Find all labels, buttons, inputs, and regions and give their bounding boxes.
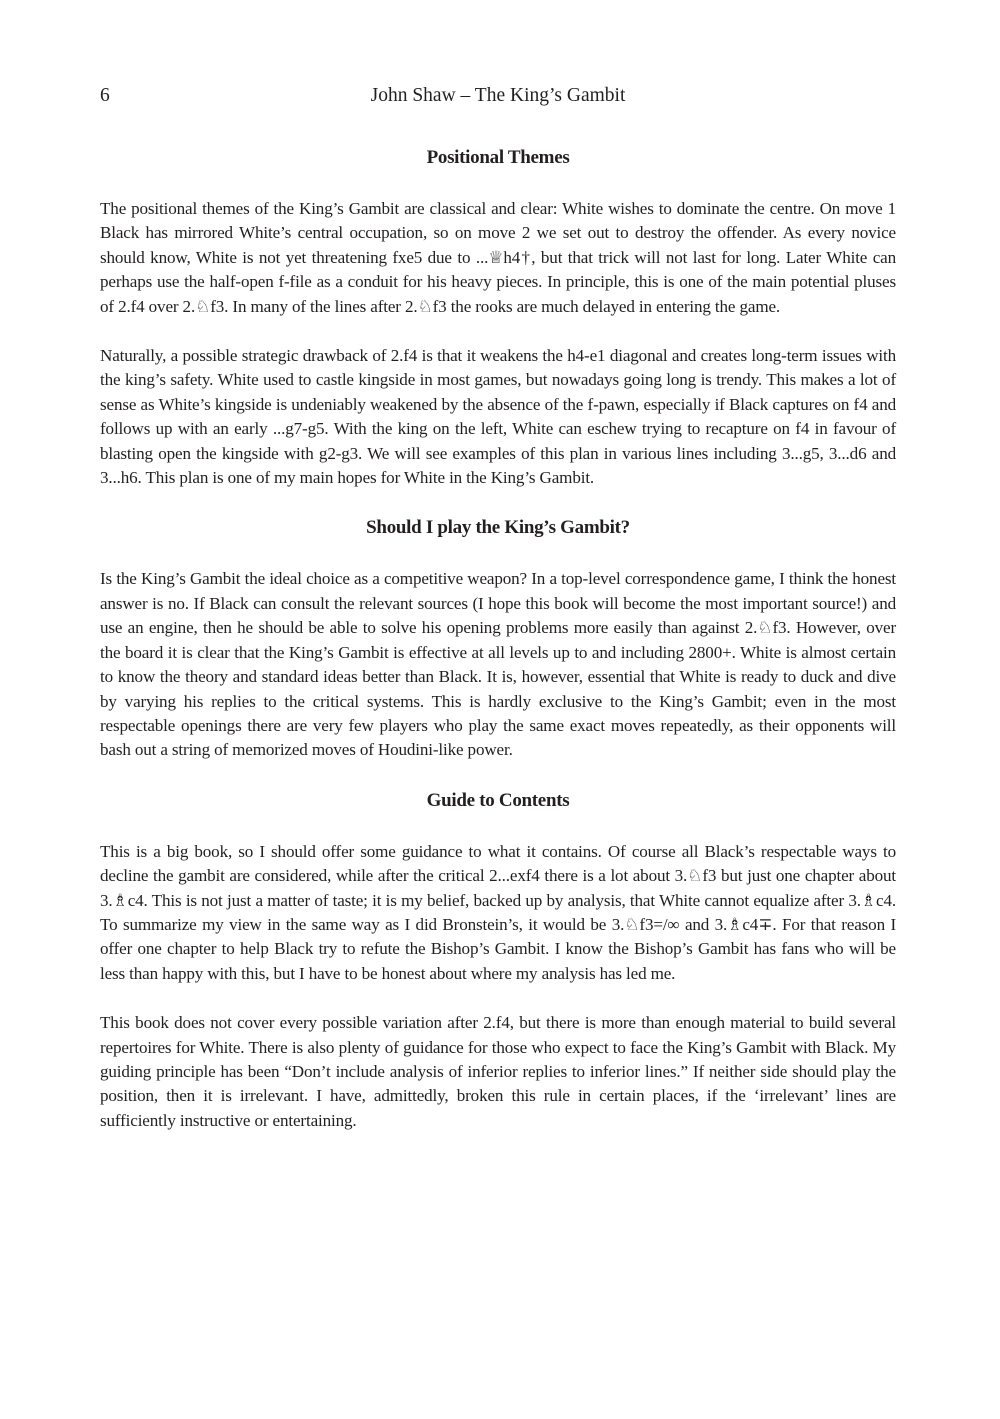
page-body [100,143,896,1133]
page-number: 6 [100,85,110,106]
paragraph: Is the King’s Gambit the ideal choice as a competitive weapon? In a top-level correspondence game, I think the honest answer is no. If Black can consult the relevant sources (I hope this book will become the most important source!) and use an engine, then he should be able to solve his opening problems more easily than against 2.♘f3. However, over the board it is clear that the King’s Gambit is effective at all levels up to and including 2800+. White is almost certain to know the theory and standard ideas better than Black. It is, however, essential that White is ready to duck and dive by varying his replies to the critical systems. This is hardly exclusive to the King’s Gambit; even in the most respectable openings there are very few players who play the same exact moves repeatedly, as their opponents will bash out a string of memorized moves of Houdini-like power. [100,569,896,760]
paragraph: This book does not cover every possible variation after 2.f4, but there is more than enough material to build several repertoires for White. There is also plenty of guidance for those who expect to face the King’s Gambit with Black. My guiding principle has been “Don’t include analysis of inferior replies to inferior lines.” If neither side should play the position, then it is irrelevant. I have, admittedly, broken this rule in certain places, if the ‘irrelevant’ lines are sufficiently instructive or entertaining. [100,1013,896,1130]
paragraph: This is a big book, so I should offer some guidance to what it contains. Of course all Black’s respectable ways to decline the gambit are considered, while after the critical 2...exf4 there is a lot about 3.♘f3 but just one chapter about 3.♗c4. This is not just a matter of taste; it is my belief, backed up by analysis, that White cannot equalize after 3.♗c4. To summarize my view in the same way as I did Bronstein’s, it would be 3.♘f3=/∞ and 3.♗c4∓. For that reason I offer one chapter to help Black try to refute the Bishop’s Gambit. I know the Bishop’s Gambit has fans who will be less than happy with this, but I have to be honest about where my analysis has led me. [100,841,896,983]
section-heading-positional-themes: Positional Themes [426,147,570,168]
section-heading-should-i-play: Should I play the King’s Gambit? [366,517,630,539]
paragraph: Naturally, a possible strategic drawback of 2.f4 is that it weakens the h4-e1 diagonal and creates long-term issues with the king’s safety. White used to castle kingside in most games, but nowadays going long is trendy. This makes a lot of sense as White’s kingside is undeniably weakened by the absence of the f-pawn, especially if Black captures on f4 and follows up with an early ...g7-g5. With the king on the left, White can eschew trying to recapture on f4 in favour of blasting open the kingside with g2-g3. We will see examples of this plan in various lines including 3...g5, 3...d6 and 3...h6. This plan is one of my main hopes for White in the King’s Gambit. [100,346,896,488]
paragraph: The positional themes of the King’s Gambit are classical and clear: White wishes to dominate the centre. On move 1 Black has mirrored White’s central occupation, so on move 2 we set out to destroy the offender. As every novice should know, White is not yet threatening fxe5 due to ...♕h4†, but that trick will not last for long. Later White can perhaps use the half-open f-file as a conduit for his heavy pieces. In principle, this is one of the main potential pluses of 2.f4 over 2.♘f3. In many of the lines after 2.♘f3 the rooks are much delayed in entering the game. [100,199,896,316]
running-header [100,82,896,110]
running-title: John Shaw – The King’s Gambit [370,85,626,106]
section-heading-guide-to-contents: Guide to Contents [426,789,570,811]
